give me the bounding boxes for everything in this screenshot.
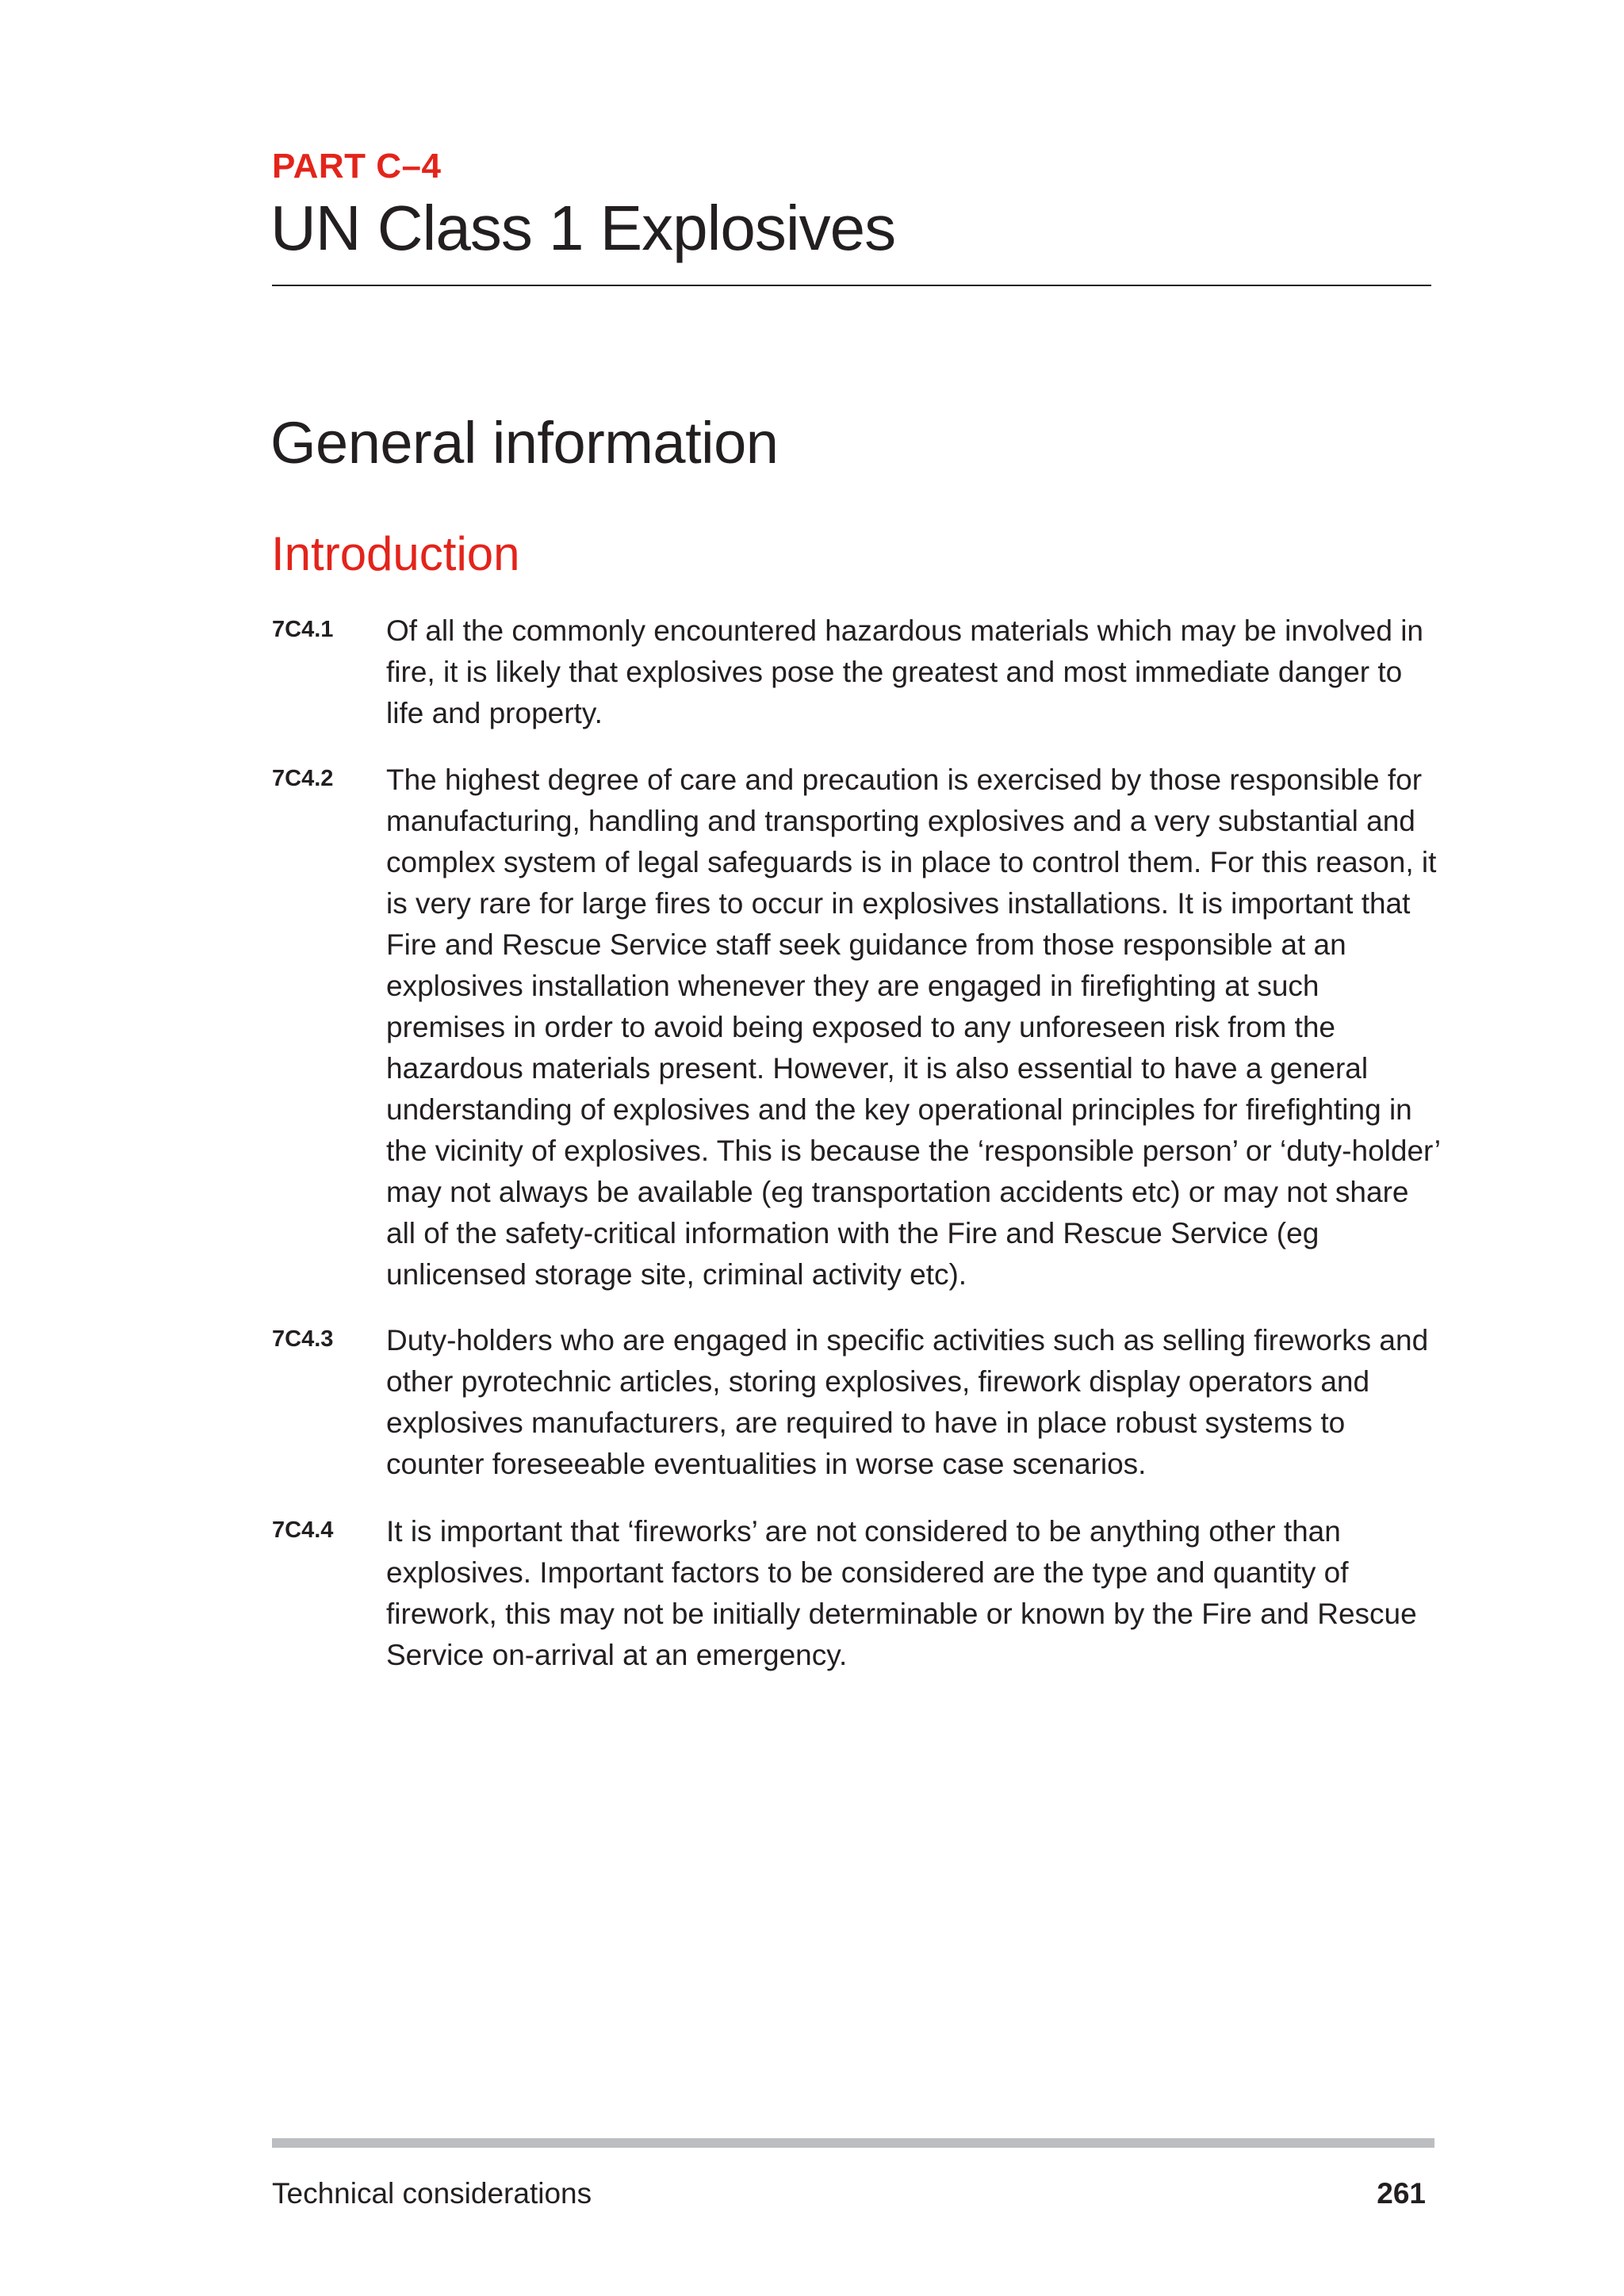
paragraph-number: 7C4.2 bbox=[272, 766, 334, 791]
subsection-title: Introduction bbox=[271, 527, 520, 580]
footer-section-name: Technical considerations bbox=[272, 2177, 592, 2210]
paragraph-text: Of all the commonly encountered hazardous materials which may be involved in fire, it is likely that explosives pose the greatest and most immediate danger to life and property. bbox=[386, 614, 1423, 729]
page-number: 261 bbox=[1377, 2177, 1426, 2210]
paragraph-text: It is important that ‘fireworks’ are not considered to be anything other than explosives. Important factors to be considered are the type and quantity of firework, this may not be initially determinable or known by the Fire and Rescue Service on-arrival at an emergency. bbox=[386, 1515, 1417, 1671]
footer-divider bbox=[272, 2138, 1434, 2148]
title-divider bbox=[272, 285, 1431, 286]
paragraph-number: 7C4.3 bbox=[272, 1326, 334, 1352]
part-title: UN Class 1 Explosives bbox=[270, 193, 896, 263]
paragraph-text: Duty-holders who are engaged in specific activities such as selling fireworks and other pyrotechnic articles, storing explosives, firework display operators and explosives manufacturers, are required to have in place robust systems to counter foreseeable eventualities in worse case scenarios. bbox=[386, 1324, 1429, 1480]
paragraph-number: 7C4.1 bbox=[272, 617, 334, 642]
section-title: General information bbox=[270, 410, 779, 476]
paragraph-text: The highest degree of care and precaution is exercised by those responsible for manufacturing, handling and transporting explosives and a very substantial and complex system of legal safeguards is in place to control them. For this reason, it is very rare for large fires to occur in explosives installations. It is important that Fire and Rescue Service staff seek guidance from those responsible at an explosives installation whenever they are engaged in firefighting at such premises in order to avoid being exposed to any unforeseen risk from the hazardous materials present. However, it is also essential to have a general understanding of explosives and the key operational principles for firefighting in the vicinity of explosives. This is because the ‘responsible person’ or ‘duty-holder’ may not always be available (eg transportation accidents etc) or may not share all of the safety-critical information with the Fire and Rescue Service (eg unlicensed storage site, criminal activity etc). bbox=[386, 763, 1440, 1291]
part-label: PART C–4 bbox=[272, 147, 442, 186]
paragraph-number: 7C4.4 bbox=[272, 1517, 334, 1543]
